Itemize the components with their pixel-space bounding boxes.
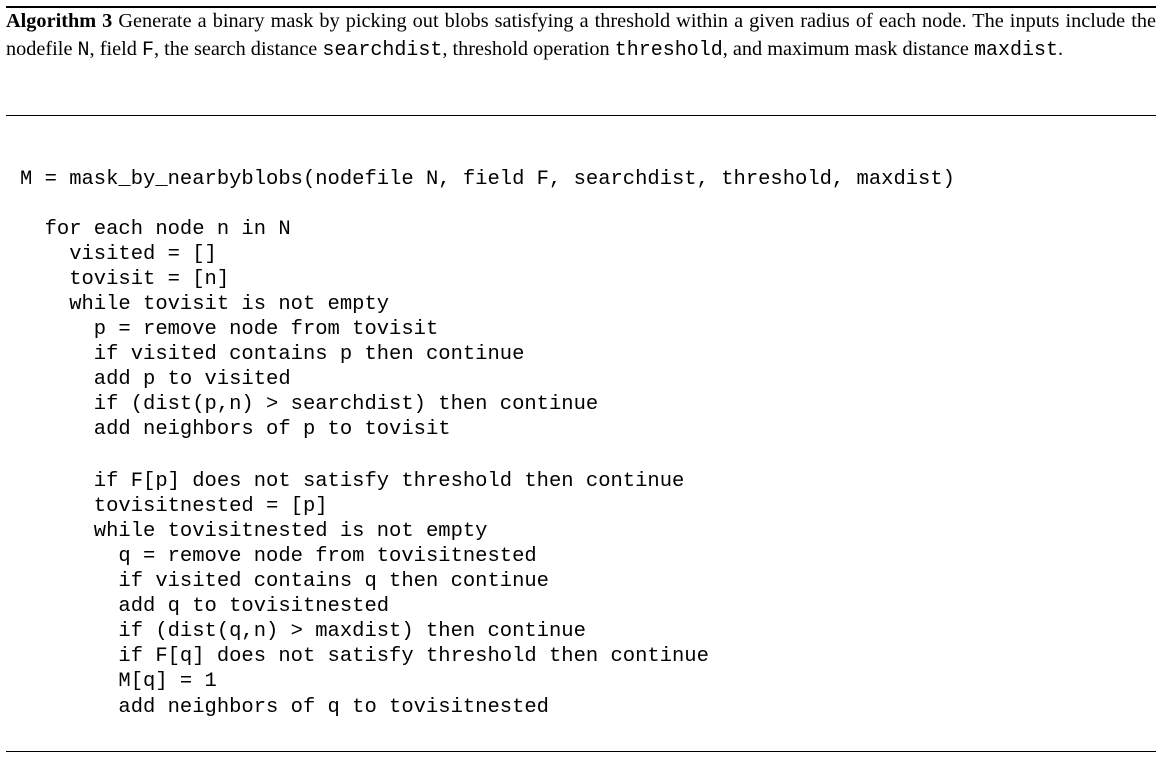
code-line: for each node n in N <box>20 218 291 241</box>
caption-text: Generate a binary mask by picking out blobs satisfying a threshold within a given radius of each node. The inputs include the nodefile <box>6 10 1156 60</box>
caption-text: , threshold operation <box>442 38 615 60</box>
algorithm-label: Algorithm 3 <box>6 10 113 32</box>
code-line: if visited contains p then continue <box>20 343 525 366</box>
code-line: add neighbors of p to tovisit <box>20 418 451 441</box>
code-line: if F[q] does not satisfy threshold then continue <box>20 645 709 668</box>
caption-code-maxdist: maxdist <box>973 39 1058 62</box>
code-line: if (dist(p,n) > searchdist) then continue <box>20 393 599 416</box>
code-line: add p to visited <box>20 368 291 391</box>
caption-code-threshold: threshold <box>614 39 723 62</box>
bottom-rule <box>6 751 1156 752</box>
code-line: while tovisitnested is not empty <box>20 520 488 543</box>
caption-text: , and maximum mask distance <box>722 38 974 60</box>
code-line-signature: M = mask_by_nearbyblobs(nodefile N, field F, searchdist, threshold, maxdist) <box>20 168 955 191</box>
code-line: if (dist(q,n) > maxdist) then continue <box>20 620 586 643</box>
caption-text: . <box>1057 38 1064 60</box>
caption-code-field: F <box>141 39 154 62</box>
code-line: add q to tovisitnested <box>20 595 390 618</box>
caption-code-nodefile: N <box>77 39 90 62</box>
code-line: visited = [] <box>20 243 217 266</box>
code-line: q = remove node from tovisitnested <box>20 545 537 568</box>
caption-code-searchdist: searchdist <box>322 39 443 62</box>
code-line: tovisit = [n] <box>20 268 230 291</box>
caption-text: , the search distance <box>153 38 323 60</box>
code-line: M[q] = 1 <box>20 670 217 693</box>
code-line: add neighbors of q to tovisitnested <box>20 696 549 719</box>
caption-rule <box>6 115 1156 116</box>
code-line: while tovisit is not empty <box>20 293 390 316</box>
code-line: p = remove node from tovisit <box>20 318 439 341</box>
code-line: if F[p] does not satisfy threshold then continue <box>20 470 685 493</box>
algorithm-caption <box>6 7 1156 65</box>
code-line: if visited contains q then continue <box>20 570 549 593</box>
code-line: tovisitnested = [p] <box>20 495 328 518</box>
caption-text: , field <box>89 38 142 60</box>
